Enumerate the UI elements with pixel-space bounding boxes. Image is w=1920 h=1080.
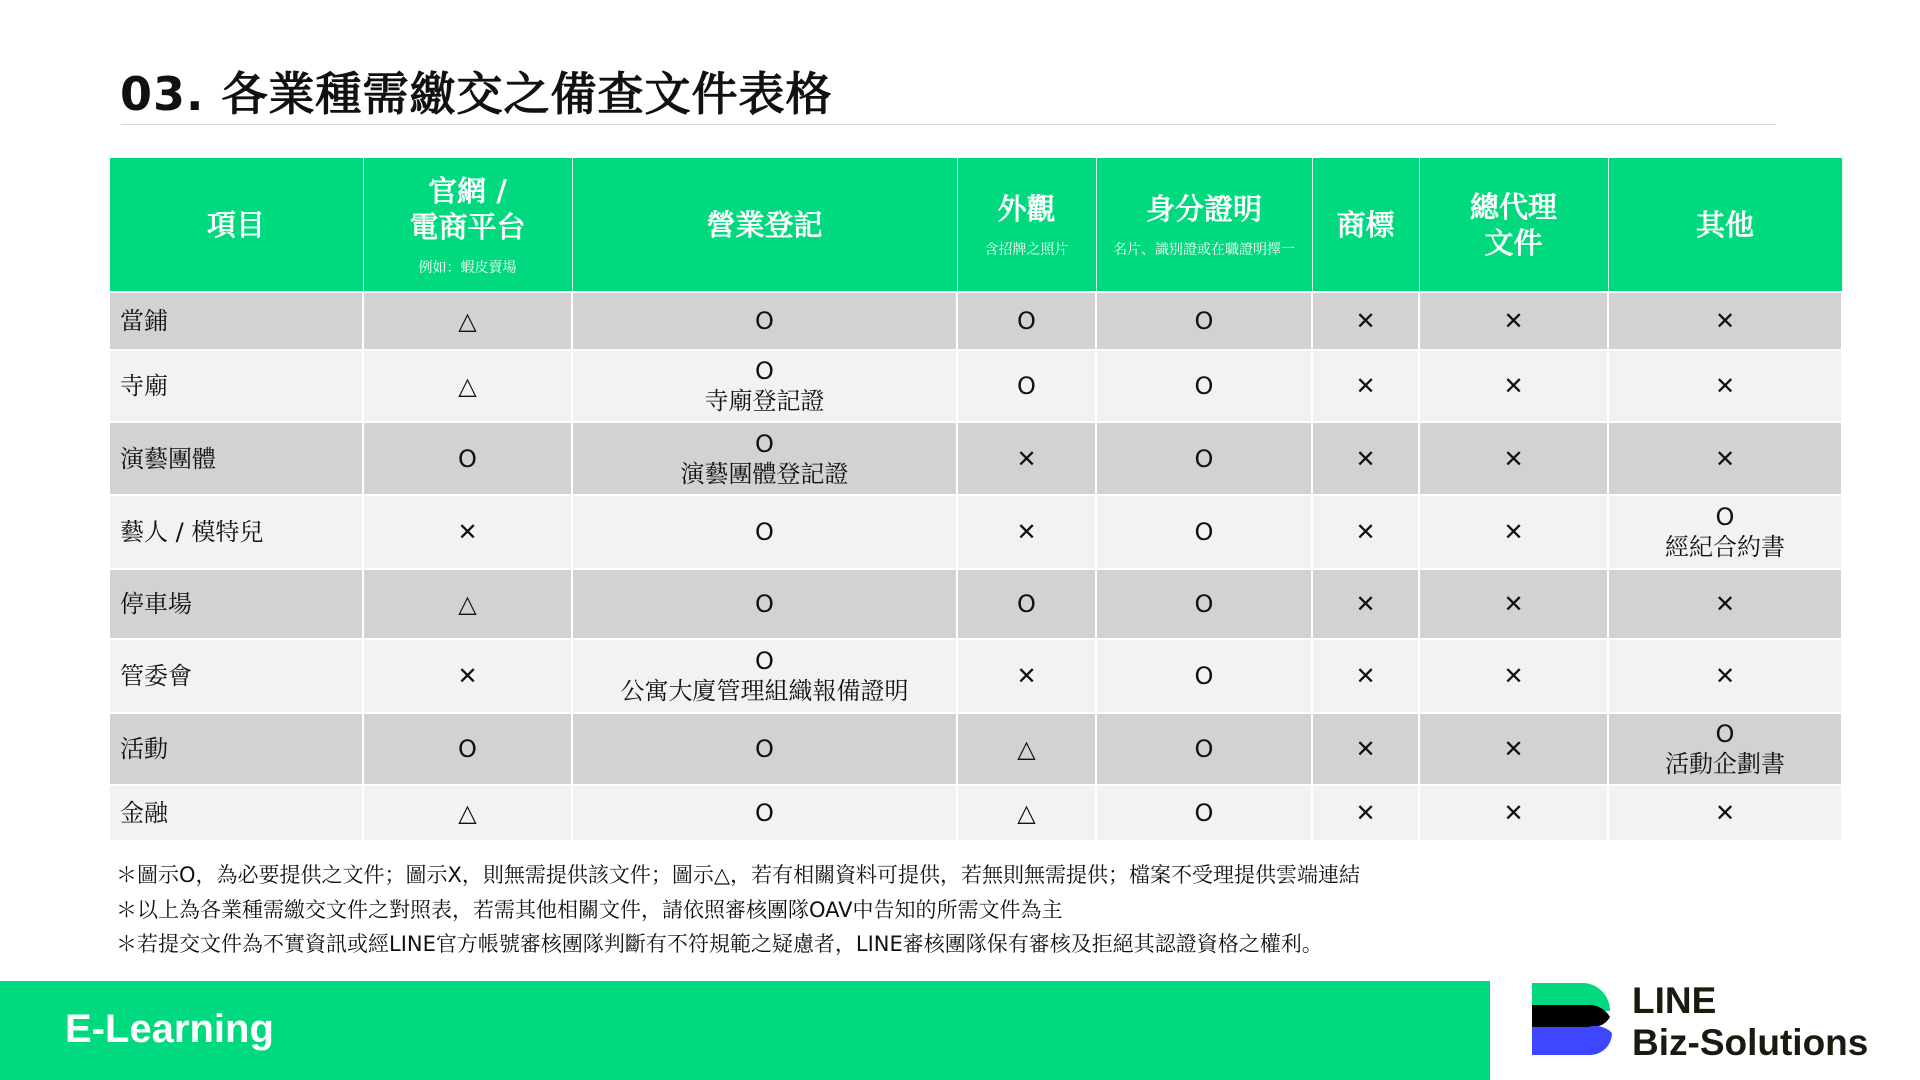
table-row [109,350,1842,422]
header-label: 外觀 [997,191,1056,226]
header-label: 身分證明 [1145,191,1262,226]
documents-table [108,158,1843,842]
table-cell: O [957,350,1096,422]
line-biz-logo-icon [1532,983,1612,1055]
table-cell: ✕ [363,639,572,713]
table-cell: ✕ [1312,569,1419,639]
table-row [109,639,1842,713]
table-cell: O [957,292,1096,350]
table-cell: ✕ [1312,785,1419,841]
table-cell: O [1096,785,1312,841]
table-cell: O [1096,713,1312,785]
table-cell: ✕ [1312,422,1419,495]
table-cell: O [957,569,1096,639]
logo-line1: LINE [1632,980,1717,1021]
table-cell: O 活動企劃書 [1608,713,1842,785]
column-header [1096,158,1312,292]
table-cell: O [572,495,957,569]
note-line: ＊圖示O，為必要提供之文件；圖示X，則無需提供該文件；圖示△，若有相關資料可提供，若無則無需提供；檔案不受理提供雲端連結 [116,863,1361,887]
table-cell: ✕ [1312,713,1419,785]
table-cell: ✕ [1312,292,1419,350]
table-row [109,292,1842,350]
table-cell: ✕ [957,639,1096,713]
column-header [1419,158,1608,292]
table-cell: O 公寓大廈管理組織報備證明 [572,639,957,713]
row-label: 當鋪 [109,292,363,350]
table-cell: ✕ [1608,639,1842,713]
table-cell: ✕ [1419,569,1608,639]
footer-label: E-Learning [65,1007,274,1051]
header-label: 文件 [1484,225,1543,260]
header-label: 項目 [206,207,265,242]
table-row [109,713,1842,785]
table-cell: O [1096,422,1312,495]
table-cell: ✕ [1608,785,1842,841]
row-label: 寺廟 [109,350,363,422]
table-cell: △ [363,292,572,350]
header-label: 總代理 [1469,189,1557,224]
title-divider [121,124,1776,125]
table-cell: O [1096,495,1312,569]
table-cell: O [1096,639,1312,713]
row-label: 停車場 [109,569,363,639]
table-cell: ✕ [1419,785,1608,841]
table-cell: ✕ [1312,495,1419,569]
table-cell: ✕ [1419,350,1608,422]
table-cell: ✕ [1608,569,1842,639]
table-row [109,569,1842,639]
table-cell: O 演藝團體登記證 [572,422,957,495]
header-label: 官網 / [428,173,507,208]
notes [116,858,1360,962]
table-cell: O [363,422,572,495]
table-cell: O [1096,292,1312,350]
table-cell: O [363,713,572,785]
column-header [1608,158,1842,292]
header-label: 其他 [1695,207,1754,242]
row-label: 活動 [109,713,363,785]
table-cell: ✕ [957,495,1096,569]
table-cell: △ [957,713,1096,785]
table-cell: O [1096,569,1312,639]
table-cell: △ [363,350,572,422]
footer-bar [0,981,1490,1080]
table-cell: ✕ [1608,350,1842,422]
table-cell: O [572,292,957,350]
header-sub: 例如：蝦皮賣場 [418,259,517,276]
column-header [1312,158,1419,292]
header-sub: 含招牌之照片 [984,241,1069,258]
logo-text [1632,980,1868,1064]
header-label: 電商平台 [409,209,526,244]
logo-line2: Biz-Solutions [1632,1022,1869,1063]
table-cell: ✕ [1312,639,1419,713]
row-label: 藝人 / 模特兒 [109,495,363,569]
table-row [109,495,1842,569]
column-header [957,158,1096,292]
table-cell: ✕ [1608,422,1842,495]
table-row [109,785,1842,841]
header-label: 營業登記 [706,207,823,242]
header-label: 商標 [1336,207,1395,242]
table-cell: ✕ [1419,713,1608,785]
table-cell: ✕ [1419,292,1608,350]
table-cell: O [572,713,957,785]
table-cell: ✕ [1419,495,1608,569]
page-title: 03. 各業種需繳交之備查文件表格 [120,67,833,121]
column-header [572,158,957,292]
table-cell: O [1096,350,1312,422]
table-cell: O [572,785,957,841]
note-line: ＊以上為各業種需繳交文件之對照表，若需其他相關文件，請依照審核團隊OAV中告知的所需文件為主 [116,897,1063,922]
table-cell: O 寺廟登記證 [572,350,957,422]
row-label: 金融 [109,785,363,841]
table-cell: △ [363,785,572,841]
table-cell: ✕ [1312,350,1419,422]
column-header [363,158,572,292]
table-cell: △ [957,785,1096,841]
table-cell: ✕ [957,422,1096,495]
table-cell: ✕ [1419,422,1608,495]
header-sub: 名片、識別證或在職證明擇一 [1113,241,1295,258]
table-cell: ✕ [363,495,572,569]
table-row [109,422,1842,495]
note-line: ＊若提交文件為不實資訊或經LINE官方帳號審核團隊判斷有不符規範之疑慮者，LINE審核團隊保有審核及拒絕其認證資格之權利。 [116,932,1323,956]
row-label: 演藝團體 [109,422,363,495]
table-cell: △ [363,569,572,639]
row-label: 管委會 [109,639,363,713]
table-cell: ✕ [1608,292,1842,350]
column-header [109,158,363,292]
table-cell: O [572,569,957,639]
table-cell: O 經紀合約書 [1608,495,1842,569]
table-cell: ✕ [1419,639,1608,713]
